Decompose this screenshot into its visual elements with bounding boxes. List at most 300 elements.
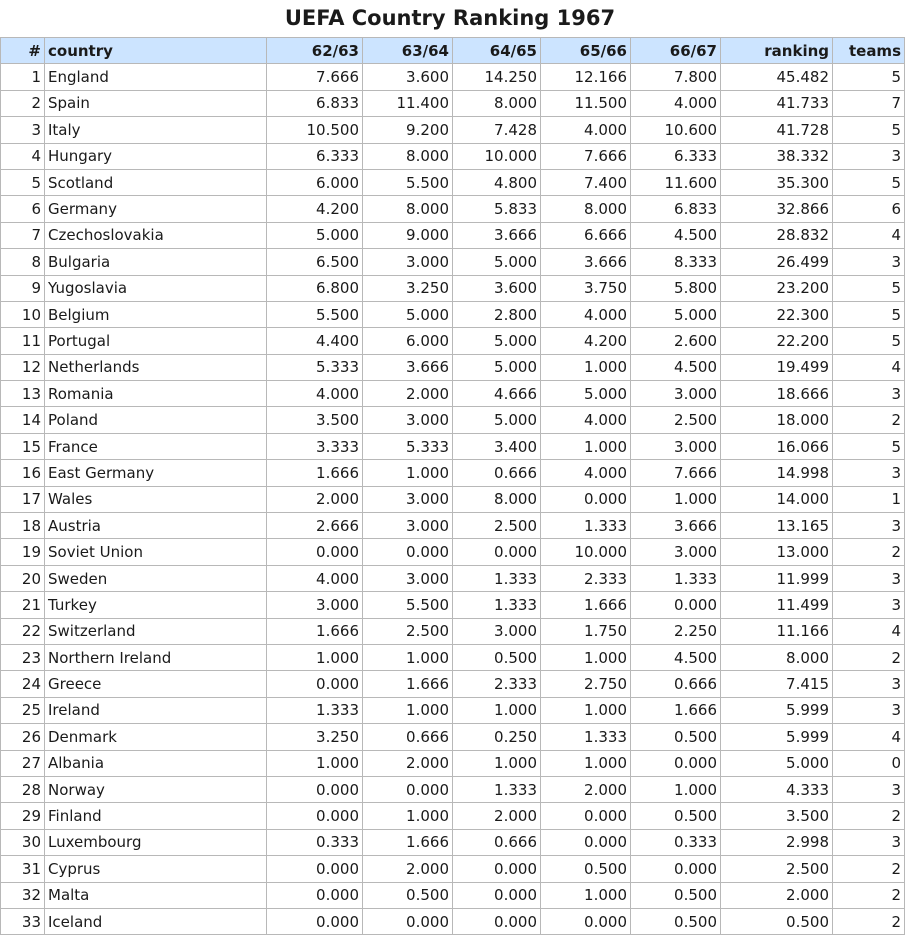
cell-season-63-64: 0.000 [363,776,453,802]
cell-season-63-64: 5.500 [363,169,453,195]
cell-season-63-64: 3.600 [363,64,453,90]
table-row [1,697,905,723]
cell-ranking: 14.000 [721,486,833,512]
cell-season-66-67: 1.666 [631,697,721,723]
header-ranking: ranking [721,38,833,64]
cell-teams: 3 [833,513,905,539]
cell-country: Hungary [45,143,267,169]
cell-season-62-63: 3.500 [267,407,363,433]
cell-season-64-65: 3.666 [453,222,541,248]
cell-season-65-66: 1.750 [541,618,631,644]
cell-country: Germany [45,196,267,222]
cell-ranking: 0.500 [721,908,833,934]
cell-teams: 5 [833,117,905,143]
cell-country: Czechoslovakia [45,222,267,248]
cell-teams: 4 [833,618,905,644]
cell-rank-number: 14 [1,407,45,433]
cell-season-64-65: 10.000 [453,143,541,169]
cell-teams: 4 [833,354,905,380]
cell-season-65-66: 3.666 [541,249,631,275]
cell-teams: 4 [833,724,905,750]
cell-season-66-67: 6.833 [631,196,721,222]
cell-rank-number: 11 [1,328,45,354]
cell-country: Poland [45,407,267,433]
cell-season-66-67: 2.500 [631,407,721,433]
cell-teams: 3 [833,143,905,169]
cell-ranking: 22.300 [721,301,833,327]
cell-ranking: 11.999 [721,565,833,591]
cell-ranking: 2.998 [721,829,833,855]
cell-season-62-63: 4.400 [267,328,363,354]
cell-season-63-64: 3.000 [363,565,453,591]
cell-country: Romania [45,381,267,407]
cell-country: Italy [45,117,267,143]
cell-ranking: 18.666 [721,381,833,407]
cell-ranking: 28.832 [721,222,833,248]
cell-season-62-63: 3.250 [267,724,363,750]
cell-season-66-67: 3.000 [631,433,721,459]
cell-season-64-65: 1.000 [453,750,541,776]
table-row [1,592,905,618]
cell-season-63-64: 1.666 [363,671,453,697]
cell-teams: 4 [833,222,905,248]
cell-teams: 3 [833,671,905,697]
cell-season-66-67: 4.500 [631,354,721,380]
cell-season-65-66: 1.000 [541,354,631,380]
table-row [1,328,905,354]
cell-season-63-64: 8.000 [363,196,453,222]
table-row [1,882,905,908]
cell-rank-number: 9 [1,275,45,301]
table-row [1,143,905,169]
header-num: # [1,38,45,64]
cell-country: Wales [45,486,267,512]
cell-country: Austria [45,513,267,539]
cell-ranking: 5.000 [721,750,833,776]
cell-ranking: 22.200 [721,328,833,354]
cell-season-62-63: 1.666 [267,618,363,644]
cell-season-62-63: 6.833 [267,90,363,116]
cell-rank-number: 25 [1,697,45,723]
table-row [1,671,905,697]
cell-season-64-65: 3.000 [453,618,541,644]
cell-season-65-66: 4.000 [541,407,631,433]
cell-season-63-64: 5.500 [363,592,453,618]
cell-teams: 3 [833,592,905,618]
cell-country: Soviet Union [45,539,267,565]
cell-season-66-67: 0.333 [631,829,721,855]
cell-season-64-65: 1.333 [453,565,541,591]
cell-season-65-66: 2.000 [541,776,631,802]
cell-season-65-66: 0.000 [541,803,631,829]
table-row [1,381,905,407]
cell-rank-number: 6 [1,196,45,222]
cell-teams: 5 [833,275,905,301]
cell-season-62-63: 4.000 [267,381,363,407]
table-row [1,750,905,776]
cell-season-64-65: 3.600 [453,275,541,301]
cell-country: Iceland [45,908,267,934]
cell-ranking: 23.200 [721,275,833,301]
cell-country: Belgium [45,301,267,327]
cell-season-64-65: 0.000 [453,882,541,908]
cell-season-66-67: 0.500 [631,908,721,934]
cell-rank-number: 20 [1,565,45,591]
cell-teams: 2 [833,882,905,908]
cell-season-64-65: 0.250 [453,724,541,750]
header-season-65-66: 65/66 [541,38,631,64]
cell-season-62-63: 3.000 [267,592,363,618]
cell-teams: 5 [833,328,905,354]
cell-season-63-64: 3.000 [363,407,453,433]
cell-rank-number: 7 [1,222,45,248]
cell-rank-number: 33 [1,908,45,934]
cell-country: Denmark [45,724,267,750]
cell-season-66-67: 1.000 [631,776,721,802]
cell-season-65-66: 1.000 [541,433,631,459]
cell-country: Yugoslavia [45,275,267,301]
cell-teams: 7 [833,90,905,116]
cell-season-63-64: 9.000 [363,222,453,248]
cell-rank-number: 10 [1,301,45,327]
cell-season-62-63: 5.333 [267,354,363,380]
cell-season-62-63: 0.000 [267,671,363,697]
cell-ranking: 19.499 [721,354,833,380]
cell-season-62-63: 1.666 [267,460,363,486]
cell-season-64-65: 2.800 [453,301,541,327]
cell-country: Portugal [45,328,267,354]
cell-season-64-65: 0.500 [453,644,541,670]
cell-teams: 5 [833,64,905,90]
table-row [1,64,905,90]
cell-season-65-66: 4.000 [541,117,631,143]
cell-season-62-63: 0.000 [267,539,363,565]
cell-country: Turkey [45,592,267,618]
table-row [1,117,905,143]
cell-season-65-66: 1.000 [541,697,631,723]
cell-season-62-63: 0.000 [267,856,363,882]
cell-season-65-66: 6.666 [541,222,631,248]
cell-rank-number: 18 [1,513,45,539]
cell-season-63-64: 6.000 [363,328,453,354]
cell-season-63-64: 0.666 [363,724,453,750]
table-row [1,829,905,855]
cell-teams: 2 [833,908,905,934]
cell-season-64-65: 5.833 [453,196,541,222]
header-teams: teams [833,38,905,64]
cell-season-62-63: 2.666 [267,513,363,539]
cell-season-65-66: 7.666 [541,143,631,169]
cell-season-63-64: 2.000 [363,750,453,776]
cell-season-66-67: 4.000 [631,90,721,116]
cell-rank-number: 19 [1,539,45,565]
cell-ranking: 13.000 [721,539,833,565]
cell-country: Spain [45,90,267,116]
cell-country: Switzerland [45,618,267,644]
table-row [1,486,905,512]
cell-country: Scotland [45,169,267,195]
cell-country: France [45,433,267,459]
cell-rank-number: 12 [1,354,45,380]
cell-ranking: 5.999 [721,724,833,750]
table-row [1,460,905,486]
cell-ranking: 41.728 [721,117,833,143]
cell-country: Netherlands [45,354,267,380]
table-row [1,565,905,591]
cell-season-65-66: 1.000 [541,750,631,776]
cell-season-62-63: 0.000 [267,882,363,908]
cell-teams: 0 [833,750,905,776]
cell-rank-number: 2 [1,90,45,116]
cell-season-66-67: 6.333 [631,143,721,169]
cell-season-65-66: 7.400 [541,169,631,195]
cell-season-63-64: 0.000 [363,908,453,934]
cell-ranking: 35.300 [721,169,833,195]
cell-rank-number: 24 [1,671,45,697]
cell-country: Ireland [45,697,267,723]
cell-season-63-64: 0.500 [363,882,453,908]
cell-teams: 1 [833,486,905,512]
cell-season-64-65: 5.000 [453,249,541,275]
cell-country: Albania [45,750,267,776]
cell-season-62-63: 7.666 [267,64,363,90]
cell-ranking: 16.066 [721,433,833,459]
cell-season-66-67: 5.800 [631,275,721,301]
cell-season-66-67: 3.666 [631,513,721,539]
cell-season-62-63: 6.800 [267,275,363,301]
header-season-64-65: 64/65 [453,38,541,64]
cell-season-65-66: 0.000 [541,829,631,855]
cell-season-64-65: 1.333 [453,776,541,802]
cell-ranking: 32.866 [721,196,833,222]
table-row [1,856,905,882]
table-row [1,354,905,380]
cell-rank-number: 32 [1,882,45,908]
cell-country: Cyprus [45,856,267,882]
cell-season-63-64: 5.000 [363,301,453,327]
table-row [1,776,905,802]
cell-season-64-65: 8.000 [453,90,541,116]
cell-ranking: 4.333 [721,776,833,802]
cell-season-63-64: 3.666 [363,354,453,380]
cell-season-66-67: 1.333 [631,565,721,591]
cell-country: England [45,64,267,90]
cell-season-66-67: 5.000 [631,301,721,327]
cell-rank-number: 3 [1,117,45,143]
cell-season-63-64: 1.000 [363,644,453,670]
cell-season-63-64: 0.000 [363,539,453,565]
cell-season-63-64: 1.000 [363,803,453,829]
cell-teams: 3 [833,697,905,723]
table-row [1,618,905,644]
table-row [1,724,905,750]
cell-season-63-64: 11.400 [363,90,453,116]
table-row [1,249,905,275]
cell-teams: 3 [833,776,905,802]
cell-season-64-65: 5.000 [453,354,541,380]
table-body [1,64,905,935]
cell-season-66-67: 4.500 [631,222,721,248]
cell-ranking: 5.999 [721,697,833,723]
cell-season-62-63: 3.333 [267,433,363,459]
cell-season-62-63: 4.000 [267,565,363,591]
cell-season-66-67: 2.600 [631,328,721,354]
cell-season-66-67: 0.000 [631,750,721,776]
cell-country: Norway [45,776,267,802]
table-row [1,433,905,459]
cell-season-63-64: 2.000 [363,381,453,407]
cell-teams: 5 [833,169,905,195]
cell-season-65-66: 1.000 [541,882,631,908]
cell-season-64-65: 0.666 [453,829,541,855]
cell-teams: 3 [833,829,905,855]
cell-season-66-67: 0.000 [631,856,721,882]
cell-season-62-63: 0.000 [267,908,363,934]
cell-rank-number: 1 [1,64,45,90]
cell-season-62-63: 5.000 [267,222,363,248]
cell-season-64-65: 3.400 [453,433,541,459]
table-row [1,513,905,539]
cell-season-65-66: 5.000 [541,381,631,407]
cell-ranking: 41.733 [721,90,833,116]
table-row [1,908,905,934]
cell-season-62-63: 6.333 [267,143,363,169]
cell-season-62-63: 5.500 [267,301,363,327]
table-header [1,38,905,64]
cell-season-64-65: 7.428 [453,117,541,143]
cell-season-66-67: 3.000 [631,381,721,407]
cell-season-65-66: 3.750 [541,275,631,301]
cell-rank-number: 16 [1,460,45,486]
table-row [1,169,905,195]
cell-season-63-64: 8.000 [363,143,453,169]
cell-season-65-66: 10.000 [541,539,631,565]
cell-ranking: 3.500 [721,803,833,829]
cell-season-62-63: 1.333 [267,697,363,723]
cell-teams: 3 [833,565,905,591]
header-row [1,38,905,64]
cell-season-65-66: 1.333 [541,724,631,750]
cell-ranking: 11.499 [721,592,833,618]
cell-season-66-67: 1.000 [631,486,721,512]
table-row [1,407,905,433]
cell-rank-number: 4 [1,143,45,169]
cell-season-66-67: 4.500 [631,644,721,670]
cell-rank-number: 17 [1,486,45,512]
cell-season-65-66: 4.000 [541,301,631,327]
cell-season-62-63: 10.500 [267,117,363,143]
cell-season-66-67: 7.800 [631,64,721,90]
cell-season-66-67: 0.666 [631,671,721,697]
cell-rank-number: 22 [1,618,45,644]
cell-season-64-65: 5.000 [453,407,541,433]
cell-season-66-67: 0.500 [631,882,721,908]
cell-season-64-65: 2.500 [453,513,541,539]
cell-season-62-63: 0.333 [267,829,363,855]
cell-country: Luxembourg [45,829,267,855]
cell-teams: 2 [833,407,905,433]
cell-season-62-63: 4.200 [267,196,363,222]
cell-season-64-65: 0.000 [453,856,541,882]
cell-season-65-66: 4.200 [541,328,631,354]
cell-season-62-63: 6.000 [267,169,363,195]
cell-season-64-65: 14.250 [453,64,541,90]
cell-season-64-65: 0.000 [453,539,541,565]
cell-ranking: 45.482 [721,64,833,90]
cell-season-64-65: 4.800 [453,169,541,195]
cell-ranking: 38.332 [721,143,833,169]
table-row [1,222,905,248]
table-row [1,803,905,829]
cell-ranking: 2.000 [721,882,833,908]
cell-country: East Germany [45,460,267,486]
cell-rank-number: 26 [1,724,45,750]
cell-season-65-66: 2.750 [541,671,631,697]
cell-season-63-64: 2.500 [363,618,453,644]
cell-rank-number: 15 [1,433,45,459]
cell-country: Malta [45,882,267,908]
cell-teams: 2 [833,644,905,670]
cell-season-66-67: 7.666 [631,460,721,486]
cell-season-63-64: 3.000 [363,249,453,275]
cell-season-64-65: 1.333 [453,592,541,618]
cell-season-63-64: 3.250 [363,275,453,301]
cell-season-65-66: 8.000 [541,196,631,222]
cell-season-62-63: 0.000 [267,803,363,829]
cell-season-66-67: 8.333 [631,249,721,275]
cell-season-66-67: 0.500 [631,724,721,750]
cell-country: Finland [45,803,267,829]
cell-rank-number: 29 [1,803,45,829]
cell-season-62-63: 1.000 [267,750,363,776]
cell-season-62-63: 0.000 [267,776,363,802]
cell-season-62-63: 6.500 [267,249,363,275]
header-season-66-67: 66/67 [631,38,721,64]
table-row [1,301,905,327]
cell-season-66-67: 2.250 [631,618,721,644]
cell-season-66-67: 0.500 [631,803,721,829]
cell-season-63-64: 9.200 [363,117,453,143]
cell-ranking: 13.165 [721,513,833,539]
cell-ranking: 18.000 [721,407,833,433]
cell-rank-number: 30 [1,829,45,855]
cell-ranking: 11.166 [721,618,833,644]
cell-rank-number: 28 [1,776,45,802]
cell-season-66-67: 10.600 [631,117,721,143]
cell-rank-number: 23 [1,644,45,670]
cell-country: Bulgaria [45,249,267,275]
cell-season-63-64: 2.000 [363,856,453,882]
cell-season-65-66: 1.666 [541,592,631,618]
cell-season-66-67: 0.000 [631,592,721,618]
cell-country: Greece [45,671,267,697]
cell-teams: 3 [833,381,905,407]
cell-teams: 3 [833,249,905,275]
cell-season-64-65: 4.666 [453,381,541,407]
cell-season-64-65: 8.000 [453,486,541,512]
cell-teams: 5 [833,433,905,459]
cell-season-65-66: 11.500 [541,90,631,116]
cell-country: Sweden [45,565,267,591]
table-row [1,196,905,222]
cell-season-65-66: 1.333 [541,513,631,539]
cell-season-64-65: 0.666 [453,460,541,486]
cell-ranking: 14.998 [721,460,833,486]
cell-season-65-66: 4.000 [541,460,631,486]
cell-teams: 2 [833,539,905,565]
cell-season-63-64: 5.333 [363,433,453,459]
cell-rank-number: 21 [1,592,45,618]
